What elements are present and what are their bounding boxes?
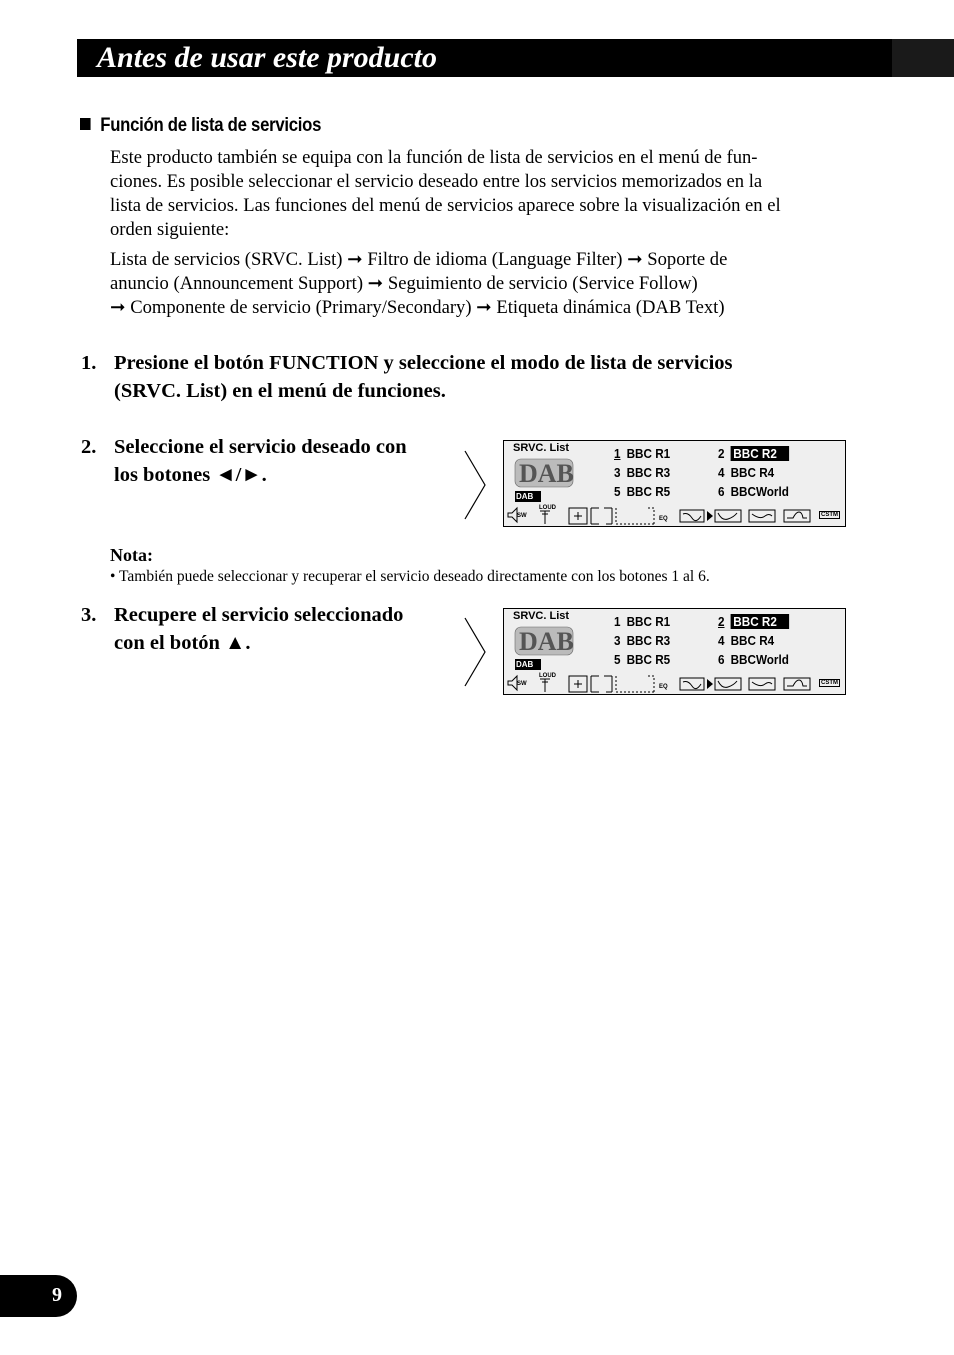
step-text [114, 349, 733, 405]
step-number: 2. [81, 436, 97, 458]
intro-line: Este producto también se equipa con la función de lista de servicios en el menú de fun- [110, 147, 758, 168]
step-2 [81, 433, 461, 493]
cstm-label: CSTM [821, 512, 838, 518]
step-line: Presione el botón FUNCTION y seleccione el modo de lista de servicios [114, 352, 733, 374]
display-title: SRVC. List [513, 610, 570, 622]
service-3: 3 BBC R3 [614, 633, 671, 648]
lcd-display-2 [503, 608, 846, 695]
note-label: Nota: [110, 545, 153, 565]
arrow-marker-icon [463, 450, 487, 520]
page-number: 9 [52, 1284, 62, 1306]
square-bullet-icon [80, 118, 91, 130]
step-number: 1. [81, 352, 97, 374]
arrow-marker-icon [463, 617, 487, 687]
eq-label: EQ [659, 684, 668, 690]
step-3 [81, 601, 461, 661]
service-4: 4 BBC R4 [718, 465, 775, 480]
sequence-paragraph [110, 248, 860, 320]
loud-label: LOUD [539, 505, 556, 511]
service-2: 2 BBC R2 [718, 614, 789, 629]
service-1: 1 BBC R1 [614, 614, 671, 629]
service-2: 2 BBC R2 [718, 446, 789, 461]
service-6: 6 BBCWorld [718, 652, 789, 667]
intro-line: lista de servicios. Las funciones del menú de servicios aparece sobre la visualización en el [110, 195, 781, 216]
page-header [77, 39, 954, 77]
step-line: Seleccione el servicio deseado con [114, 436, 407, 458]
step-line: (SRVC. List) en el menú de funciones. [114, 380, 446, 402]
step-number: 3. [81, 604, 97, 626]
header-tab [892, 39, 954, 77]
intro-line: orden siguiente: [110, 219, 230, 240]
lcd-display-1 [503, 440, 846, 527]
service-1: 1 BBC R1 [614, 446, 671, 461]
note-bullet: • También puede seleccionar y recuperar el servicio deseado directamente con los botones 1 al 6. [110, 568, 710, 585]
eq-label: EQ [659, 516, 668, 522]
step-text [114, 433, 407, 489]
display-title: SRVC. List [513, 442, 570, 454]
service-5: 5 BBC R5 [614, 484, 671, 499]
step-line: con el botón ▲. [114, 632, 251, 654]
sw-label: SW [517, 513, 527, 519]
service-4: 4 BBC R4 [718, 633, 775, 648]
sw-label: SW [517, 681, 527, 687]
service-6: 6 BBCWorld [718, 484, 789, 499]
header-title: Antes de usar este producto [97, 41, 438, 74]
dab-label: DAB [516, 492, 534, 501]
dab-label: DAB [516, 660, 534, 669]
intro-line: ciones. Es posible seleccionar el servicio deseado entre los servicios memorizados en la [110, 171, 763, 192]
svg-text:DAB: DAB [519, 627, 574, 656]
svg-text:DAB: DAB [519, 459, 574, 488]
sequence-line: ➞ Componente de servicio (Primary/Secondary) ➞ Etiqueta dinámica (DAB Text) [110, 297, 725, 318]
step-text [114, 601, 403, 657]
step-line: los botones ◄/►. [114, 464, 267, 486]
step-1 [81, 349, 841, 409]
cstm-label: CSTM [821, 680, 838, 686]
service-5: 5 BBC R5 [614, 652, 671, 667]
loud-label: LOUD [539, 673, 556, 679]
service-3: 3 BBC R3 [614, 465, 671, 480]
step-line: Recupere el servicio seleccionado [114, 604, 404, 626]
section-title: Función de lista de servicios [100, 115, 322, 136]
intro-paragraph [110, 146, 860, 242]
sequence-line: Lista de servicios (SRVC. List) ➞ Filtro de idioma (Language Filter) ➞ Soporte de [110, 249, 728, 270]
section-heading [80, 115, 321, 137]
sequence-line: anuncio (Announcement Support) ➞ Seguimiento de servicio (Service Follow) [110, 273, 698, 294]
page-number-tab [0, 1275, 77, 1317]
